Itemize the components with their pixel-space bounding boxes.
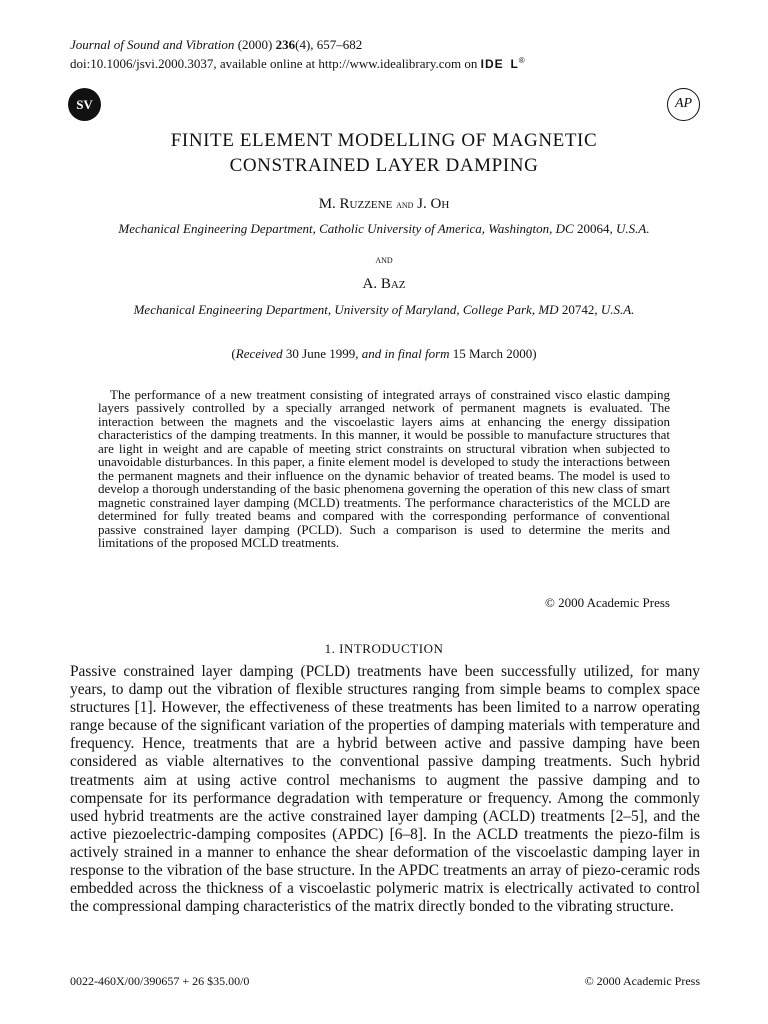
- affil1-dept: Mechanical Engineering Department: [118, 221, 313, 236]
- abstract-copyright: © 2000 Academic Press: [544, 595, 670, 610]
- ideal-registered-mark: ®: [518, 56, 526, 65]
- affil1-zip: 20064: [576, 221, 610, 236]
- doi-text: doi:10.1006/jsvi.2000.3037, available online at http://www.idealibrary.com on: [70, 56, 478, 71]
- affiliation-maryland: Mechanical Engineering Department, University of Maryland, College Park, MD 20742, U.S.A.: [133, 302, 635, 317]
- affil2-inst: University of Maryland: [334, 302, 457, 317]
- journal-year: (2000): [237, 37, 273, 52]
- affil1-inst: Catholic University of America: [319, 221, 482, 236]
- affil2-zip: 20742: [561, 302, 595, 317]
- journal-volume: 236: [275, 37, 296, 52]
- authors-primary: [0, 196, 768, 213]
- journal-citation: [70, 37, 362, 53]
- authors-and: and: [396, 197, 414, 211]
- ideal-logo: [481, 57, 526, 71]
- article-title-line-1: FINITE ELEMENT MODELLING OF MAGNETIC: [170, 130, 598, 151]
- affil1-country: U.S.A.: [615, 221, 650, 236]
- final-form-label: and in final form: [361, 346, 450, 361]
- sv-publisher-logo: SV: [68, 88, 101, 121]
- article-title-line-2: CONSTRAINED LAYER DAMPING: [229, 155, 539, 176]
- affil2-dept: Mechanical Engineering Department: [133, 302, 328, 317]
- journal-issue-pages: (4), 657–682: [295, 37, 363, 52]
- introduction-paragraph: Passive constrained layer damping (PCLD) treatments have been successfully utilized, for many years, to damp out the vibration of flexible structures ranging from simple beams to complex space structures [1]. However, the effectiveness of these treatments has been limited to a narrow operating range because of the significant variation of the properties of damping materials with temperature and frequency. Hence, treatments that are a hybrid between active and passive damping have been considered as viable alternatives to the conventional passive damping treatments. Such hybrid treatments aim at using active control mechanisms to augment the passive damping and to compensate for its performance degradation with temperature or frequency. Among the commonly used hybrid treatments are the active constrained layer damping (ACLD) treatments [2–5], and the active piezoelectric-damping composites (APDC) [6–8]. In the ACLD treatments the piezo-film is actively strained in a manner to enhance the shear deformation of the viscoelastic damping layer in response to the vibration of the base structure. In the APDC treatments an array of piezo-ceramic rods embedded across the thickness of a viscoelastic polymeric matrix is electrically activated to control the compressional damping characteristics of the matrix directly bonded to the vibrating structure.: [70, 663, 700, 916]
- section-heading-introduction: 1. INTRODUCTION: [324, 641, 444, 656]
- doi-line: [70, 53, 526, 72]
- ap-publisher-logo: AP: [667, 88, 700, 121]
- footer-article-code: 0022-460X/00/390657 + 26 $35.00/0: [70, 974, 250, 988]
- received-label: Received: [235, 346, 283, 361]
- final-form-date: 15 March 2000: [452, 346, 533, 361]
- ideal-logo-text: IDE L: [480, 57, 519, 71]
- author-oh: J. Oh: [417, 196, 450, 212]
- footer-copyright: © 2000 Academic Press: [584, 974, 700, 988]
- and-separator: and: [375, 252, 393, 266]
- journal-name: Journal of Sound and Vibration: [70, 37, 235, 52]
- affiliation-catholic: Mechanical Engineering Department, Catholic University of America, Washington, DC 20064, U.S.A.: [118, 221, 650, 236]
- affil1-state: DC: [555, 221, 574, 236]
- abstract-text: The performance of a new treatment consisting of integrated arrays of constrained visco elastic damping layers passively controlled by a specially arranged network of permanent magnets is evaluated. The interaction between the magnets and the viscoelastic layers aims at enhancing the energy dissipation characteristics of the damping treatments. In this manner, it would be possible to manufacture structures that are light in weight and are capable of meeting strict constraints on structural vibration when subjected to unavoidable disturbances. In this paper, a finite element model is developed to study the interactions between the permanent magnets and their influence on the dynamic behavior of treated beams. The model is used to develop a thorough understanding of the basic phenomena governing the operation of this new class of smart magnetic constrained layer damping (MCLD) treatments. The performance characteristics of the MCLD are determined for fully treated beams and compared with the corresponding performance of conventional passive constrained layer damping (PCLD). Such a comparison is used to determine the merits and limitations of the proposed MCLD treatments.: [98, 387, 670, 550]
- received-dates: (Received 30 June 1999, and in final form 15 March 2000): [231, 346, 537, 361]
- author-ruzzene: M. Ruzzene: [318, 196, 393, 212]
- received-date: 30 June 1999: [285, 346, 356, 361]
- affil1-city: Washington: [488, 221, 550, 236]
- affil2-state: MD: [538, 302, 559, 317]
- affil2-country: U.S.A.: [600, 302, 635, 317]
- author-baz: A. Baz: [362, 276, 406, 292]
- affil2-city: College Park: [462, 302, 532, 317]
